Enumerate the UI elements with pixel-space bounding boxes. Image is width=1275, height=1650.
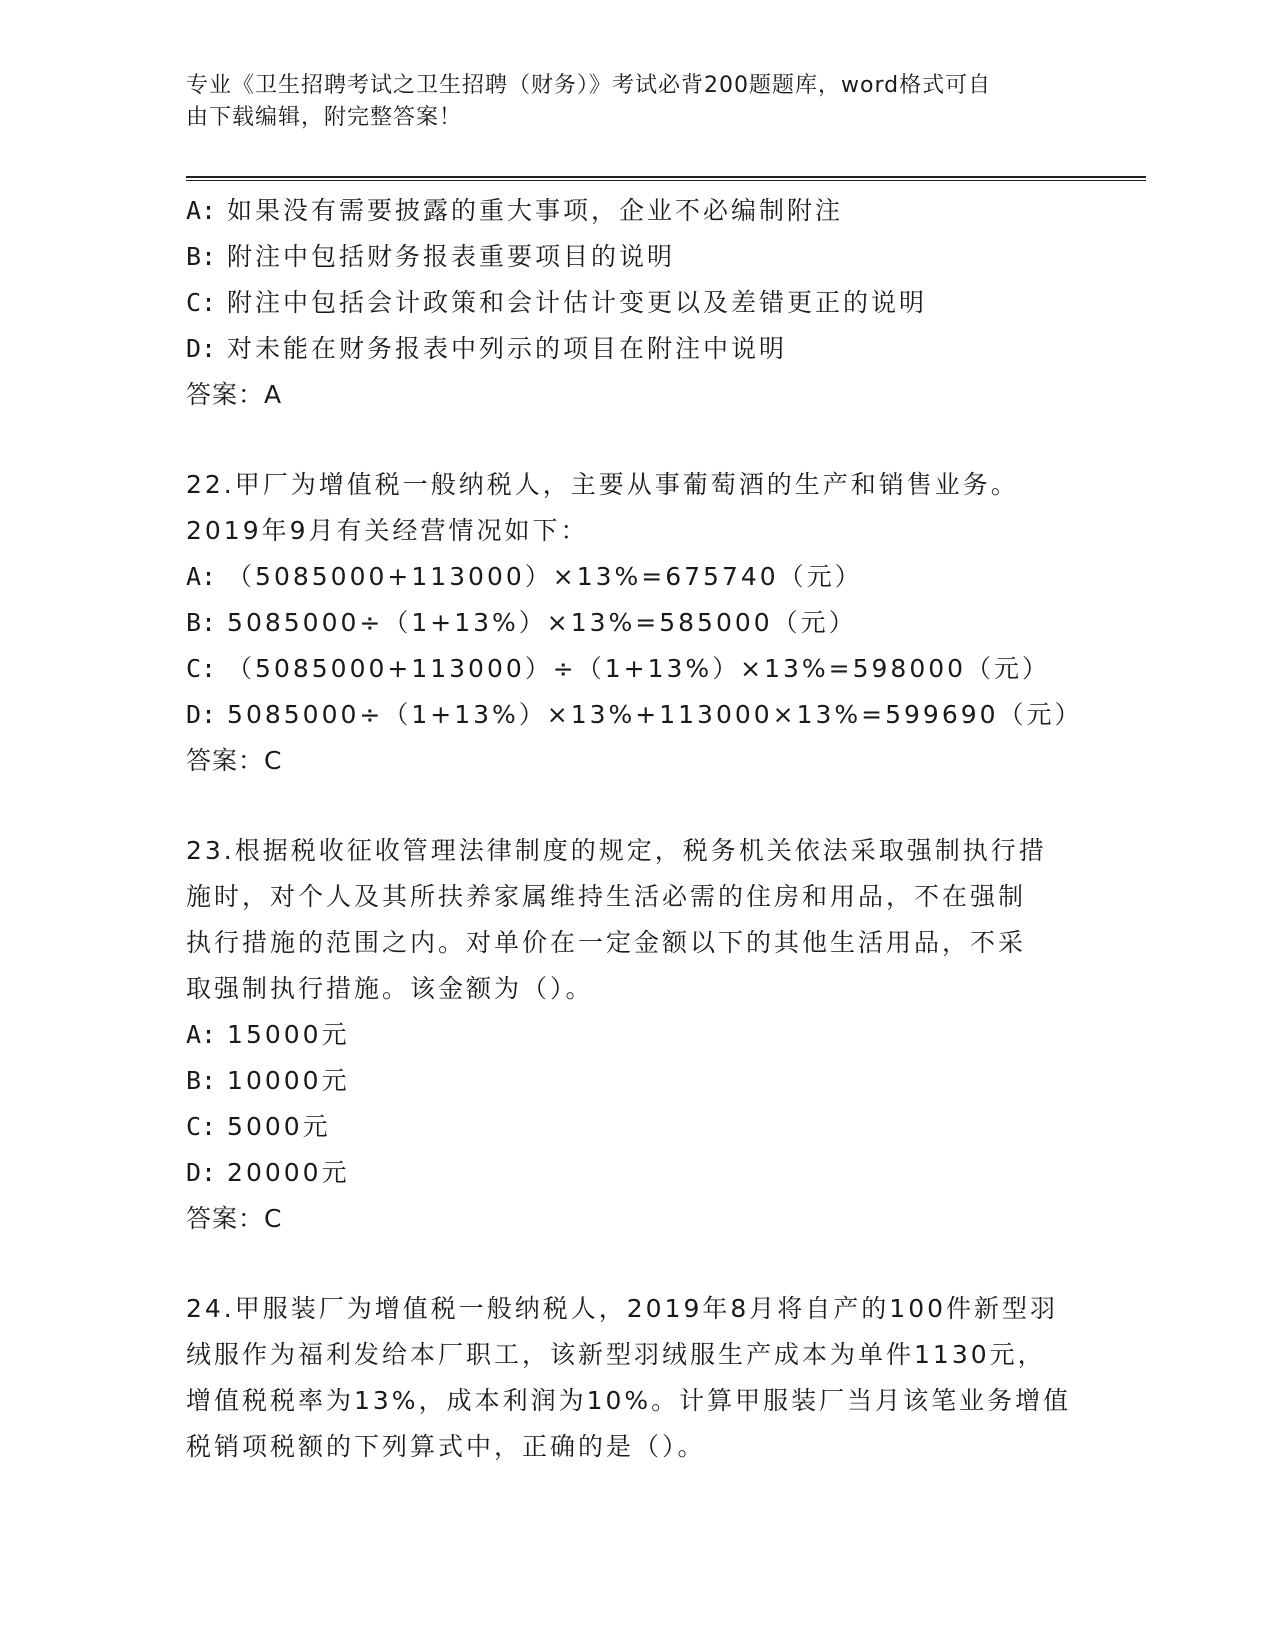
option-text: 对未能在财务报表中列示的项目在附注中说明: [216, 334, 788, 363]
option-b: [186, 1058, 1086, 1104]
option-a: [186, 1012, 1086, 1058]
option-letter: C:: [186, 1112, 217, 1141]
option-c: [186, 1104, 1086, 1150]
option-text: 20000元: [216, 1158, 350, 1187]
question-stem-line: 2019年9月有关经营情况如下：: [186, 516, 589, 545]
option-text: 5085000÷（1+13%）×13%=585000（元）: [216, 608, 857, 637]
question-21: [186, 188, 1086, 418]
option-letter: D:: [186, 700, 217, 729]
question-stem-line: 22.甲厂为增值税一般纳税人，主要从事葡萄酒的生产和销售业务。: [186, 470, 1019, 499]
answer: 答案：A: [186, 380, 283, 409]
question-stem-line: 23.根据税收征收管理法律制度的规定，税务机关依法采取强制执行措: [186, 836, 1047, 865]
option-a: [186, 554, 1086, 600]
option-b: [186, 600, 1086, 646]
option-d: [186, 692, 1086, 738]
question-24: [186, 1286, 1086, 1470]
option-letter: B:: [186, 1066, 217, 1095]
option-a: [186, 188, 1086, 234]
option-letter: D:: [186, 334, 217, 363]
option-b: [186, 234, 1086, 280]
option-c: [186, 280, 1086, 326]
option-c: [186, 646, 1086, 692]
header-divider-thin: [186, 180, 1146, 181]
option-letter: D:: [186, 1158, 217, 1187]
option-letter: C:: [186, 288, 217, 317]
option-text: 15000元: [216, 1020, 350, 1049]
answer: 答案：C: [186, 746, 283, 775]
question-stem-line: 执行措施的范围之内。对单价在一定金额以下的其他生活用品，不采: [186, 928, 1027, 957]
question-spacer: [186, 418, 1086, 462]
question-23: [186, 828, 1086, 1242]
question-stem-line: 施时，对个人及其所扶养家属维持生活必需的住房和用品，不在强制: [186, 882, 1027, 911]
option-text: （5085000+113000）÷（1+13%）×13%=598000（元）: [216, 654, 1051, 683]
option-d: [186, 326, 1086, 372]
header-title-line-2: 由下载编辑，附完整答案！: [186, 105, 463, 130]
option-letter: A:: [186, 196, 217, 225]
answer: 答案：C: [186, 1204, 283, 1233]
option-text: （5085000+113000）×13%=675740（元）: [216, 562, 863, 591]
option-text: 5085000÷（1+13%）×13%+113000×13%=599690（元）: [216, 700, 1083, 729]
option-text: 附注中包括财务报表重要项目的说明: [216, 242, 676, 271]
question-stem-line: 增值税税率为13%，成本利润为10%。计算甲服装厂当月该笔业务增值: [186, 1386, 1072, 1415]
header-divider-thick: [186, 176, 1146, 178]
header-divider: [186, 176, 1146, 181]
option-text: 附注中包括会计政策和会计估计变更以及差错更正的说明: [216, 288, 928, 317]
document-header: [186, 70, 1086, 134]
option-letter: B:: [186, 608, 217, 637]
question-spacer: [186, 784, 1086, 828]
question-stem-line: 税销项税额的下列算式中，正确的是（）。: [186, 1432, 706, 1461]
question-stem-line: 24.甲服装厂为增值税一般纳税人，2019年8月将自产的100件新型羽: [186, 1294, 1059, 1323]
option-text: 10000元: [216, 1066, 350, 1095]
option-text: 5000元: [216, 1112, 331, 1141]
question-22: [186, 462, 1086, 784]
header-title-line-1: 专业《卫生招聘考试之卫生招聘（财务）》考试必背200题题库，word格式可自: [186, 73, 992, 98]
option-letter: C:: [186, 654, 217, 683]
question-spacer: [186, 1242, 1086, 1286]
question-stem-line: 绒服作为福利发给本厂职工，该新型羽绒服生产成本为单件1130元，: [186, 1340, 1046, 1369]
document-body: [186, 188, 1086, 1470]
option-letter: A:: [186, 562, 217, 591]
option-letter: A:: [186, 1020, 217, 1049]
option-text: 如果没有需要披露的重大事项，企业不必编制附注: [216, 196, 844, 225]
option-letter: B:: [186, 242, 217, 271]
question-stem-line: 取强制执行措施。该金额为（）。: [186, 974, 594, 1003]
option-d: [186, 1150, 1086, 1196]
